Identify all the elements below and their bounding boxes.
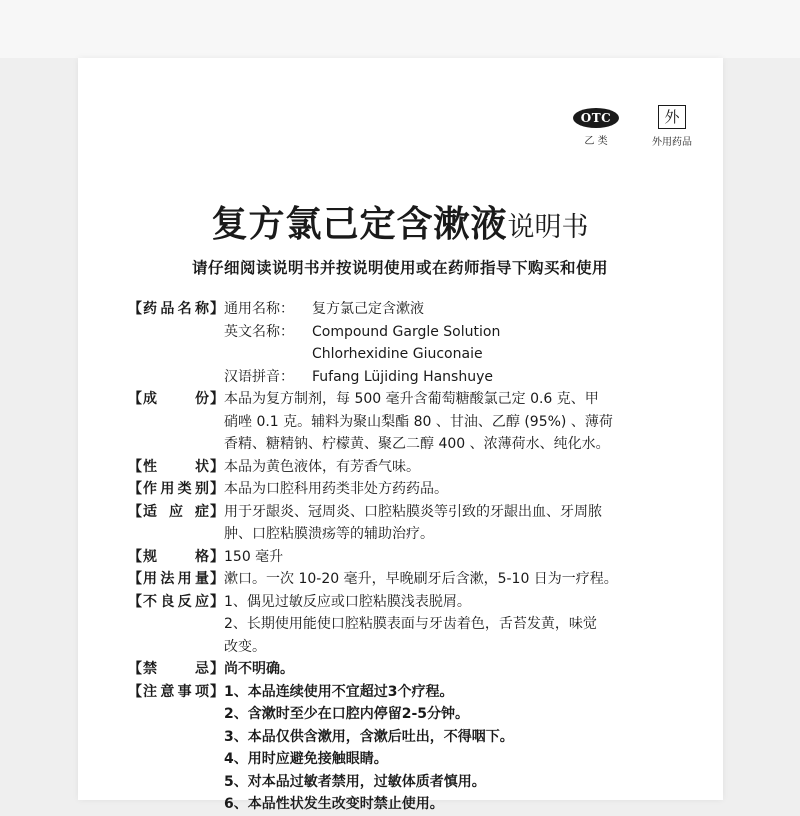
contraindications-value: 尚不明确。 <box>224 661 294 677</box>
section-label: 【 用 法 用 量 】 <box>128 568 224 591</box>
section-label: 【 作 用 类 别 】 <box>128 478 224 501</box>
indications-line1: 用于牙龈炎、冠周炎、口腔粘膜炎等引致的牙龈出血、牙周脓 <box>224 503 602 520</box>
section-value <box>224 501 688 546</box>
leaflet-content <box>128 298 688 816</box>
pinyin-key: 汉语拼音： <box>224 368 294 385</box>
section-label: 【 性 状 】 <box>128 456 224 479</box>
label-char: 药 <box>143 301 157 317</box>
external-mark: 外 <box>658 105 686 129</box>
adverse-item2-line2: 改变。 <box>224 638 266 655</box>
title-main: 复方氯己定含漱液 <box>211 204 508 245</box>
adverse-item2-line1: 2、长期使用能使口腔粘膜表面与牙齿着色，舌苔发黄，味觉 <box>224 616 597 632</box>
section-label: 【 禁 忌 】 <box>128 658 224 681</box>
usage-value: 漱口。一次 10-20 毫升，早晚刷牙后含漱，5-10 日为一疗程。 <box>224 571 618 587</box>
label-char: 成 <box>143 391 157 407</box>
label-text <box>142 568 210 591</box>
label-char: 品 <box>160 301 175 317</box>
section-category <box>128 478 688 501</box>
label-char: 称 <box>194 301 209 317</box>
composition-line3: 香精、糖精钠、柠檬黄、聚乙二醇 400 、浓薄荷水、纯化水。 <box>224 436 610 452</box>
label-char: 事 <box>177 683 192 700</box>
section-label: 【 规 格 】 <box>128 546 224 569</box>
label-text: 适 应 症 <box>143 503 209 520</box>
label-text: 性 状 <box>143 458 209 475</box>
section-value <box>224 298 688 388</box>
section-label: 【 药 品 名 称 】 <box>128 298 224 321</box>
external-use-badge <box>649 105 695 148</box>
label-char: 作 <box>143 481 157 497</box>
precaution-item: 3、本品仅供含漱用，含漱后吐出，不得咽下。 <box>224 728 514 745</box>
section-indications <box>128 501 688 546</box>
label-char: 意 <box>160 683 175 700</box>
label-text <box>142 388 210 411</box>
label-text: 禁 忌 <box>143 661 209 677</box>
document-subtitle: 请仔细阅读说明书并按说明使用或在药师指导下购买和使用 <box>191 259 608 277</box>
spec-value: 150 毫升 <box>224 548 284 565</box>
label-text <box>142 478 210 501</box>
english-name-key: 英文名称： <box>224 323 294 340</box>
precaution-item: 5、对本品过敏者禁用，过敏体质者慎用。 <box>224 773 486 790</box>
section-usage <box>128 568 688 591</box>
generic-name-value: 复方氯己定含漱液 <box>312 301 424 317</box>
section-value <box>224 388 688 456</box>
title-suffix: 说明书 <box>507 212 589 243</box>
external-caption: 外用药品 <box>652 137 692 148</box>
otc-mark: OTC <box>573 108 619 128</box>
label-text <box>142 298 210 321</box>
section-composition <box>128 388 688 456</box>
section-label: 【 适 应 症 】 <box>128 501 224 524</box>
label-char: 良 <box>160 593 175 610</box>
top-band <box>0 0 800 58</box>
section-precautions <box>128 681 688 816</box>
category-value: 本品为口腔科用药类非处方药药品。 <box>224 481 448 497</box>
label-char: 用 <box>177 571 192 587</box>
section-properties <box>128 456 688 479</box>
properties-value: 本品为黄色液体，有芳香气味。 <box>224 458 420 475</box>
pinyin-value: Fufang Lüjiding Hanshuye <box>312 368 493 385</box>
label-char: 用 <box>160 481 175 497</box>
section-label: 【 成 份 】 <box>128 388 224 411</box>
english-name-line2: Chlorhexidine Giuconaie <box>312 346 483 362</box>
section-name <box>128 298 688 388</box>
label-char: 反 <box>177 593 192 610</box>
otc-caption: 乙 类 <box>584 136 608 147</box>
composition-line2: 硝唑 0.1 克。辅料为聚山梨酯 80 、甘油、乙醇 (95%) 、薄荷 <box>224 413 613 430</box>
section-label: 【 注 意 事 项 】 <box>128 681 224 704</box>
label-char: 用 <box>143 571 157 587</box>
label-char: 项 <box>194 683 209 700</box>
precaution-item: 6、本品性状发生改变时禁止使用。 <box>224 796 444 812</box>
composition-line1: 本品为复方制剂，每 500 毫升含葡萄糖酸氯己定 0.6 克、甲 <box>224 391 599 407</box>
label-char: 法 <box>160 571 175 587</box>
label-text: 规 格 <box>143 548 209 565</box>
label-char: 注 <box>143 683 157 700</box>
label-text <box>142 681 210 704</box>
precaution-item: 1、本品连续使用不宜超过3个疗程。 <box>224 683 454 700</box>
section-adverse <box>128 591 688 659</box>
label-char: 名 <box>177 301 192 317</box>
section-contraindications <box>128 658 688 681</box>
label-char: 量 <box>194 571 209 587</box>
section-label: 【 不 良 反 应 】 <box>128 591 224 614</box>
precaution-item: 4、用时应避免接触眼睛。 <box>224 751 388 767</box>
generic-name-key: 通用名称： <box>224 301 294 317</box>
label-char: 应 <box>194 593 209 610</box>
label-char: 份 <box>195 391 209 407</box>
label-char: 别 <box>194 481 209 497</box>
document-title <box>0 196 800 247</box>
label-char: 不 <box>143 593 157 610</box>
english-name-line1: Compound Gargle Solution <box>312 323 501 340</box>
section-value <box>224 681 688 816</box>
precaution-item: 2、含漱时至少在口腔内停留2-5分钟。 <box>224 706 470 722</box>
adverse-item1: 1、偶见过敏反应或口腔粘膜浅表脱屑。 <box>224 593 471 610</box>
label-text <box>142 591 210 614</box>
label-char: 类 <box>177 481 192 497</box>
section-value <box>224 591 688 659</box>
section-spec <box>128 546 688 569</box>
indications-line2: 肿、口腔粘膜溃疡等的辅助治疗。 <box>224 526 434 542</box>
otc-badge <box>573 108 619 147</box>
